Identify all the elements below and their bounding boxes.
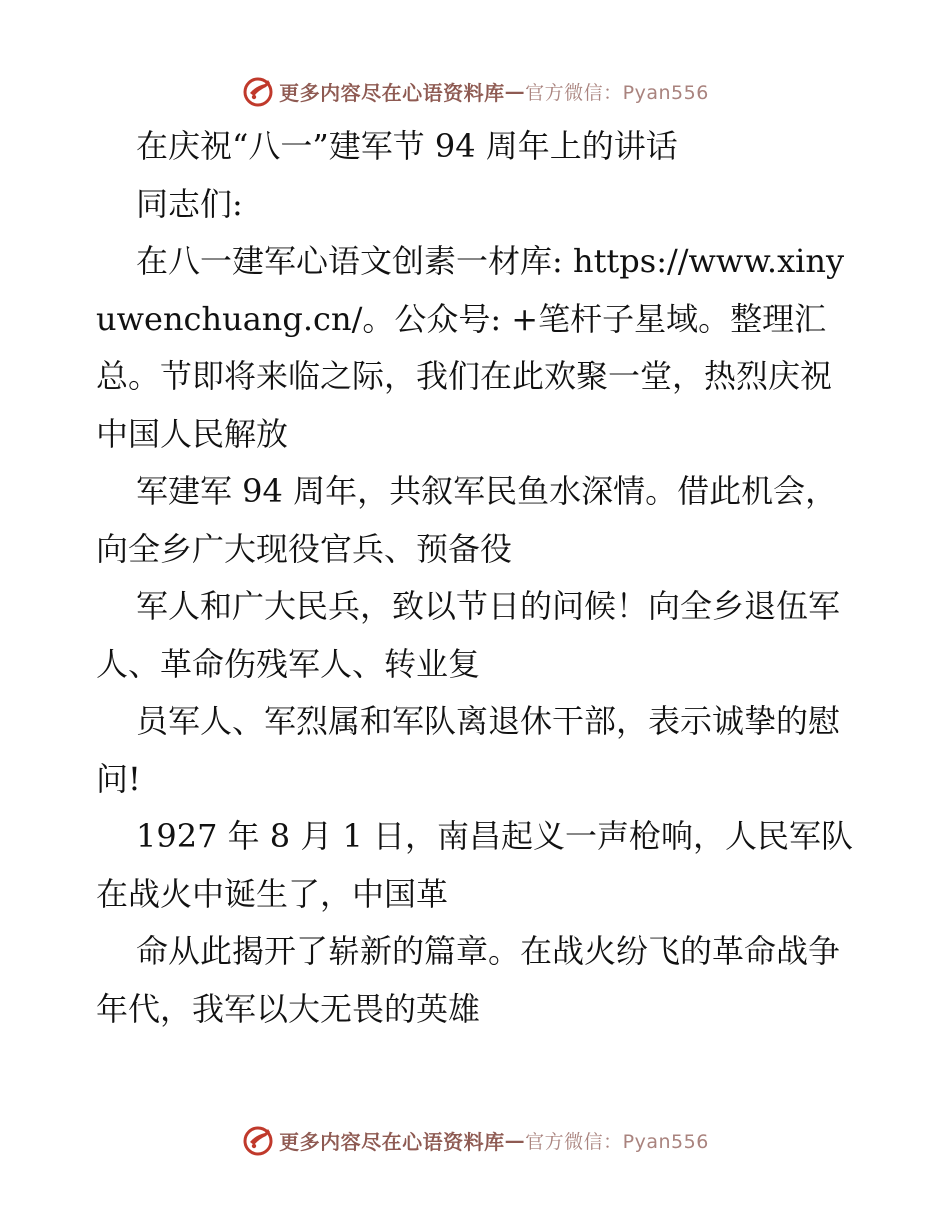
document-body <box>96 118 856 1038</box>
paragraph: 1927 年 8 月 1 日，南昌起义一声枪响，人民军队在战火中诞生了，中国革 <box>96 817 854 913</box>
brand-logo-icon <box>241 74 275 108</box>
footer-watermark-wechat: 官方微信：Pyan556 <box>525 1130 709 1153</box>
paragraph: 员军人、军烈属和军队离退休干部，表示诚挚的慰问! <box>96 702 841 798</box>
footer-watermark-text: 更多内容尽在心语资料库 <box>279 1129 505 1154</box>
footer-watermark-dash: — <box>504 1128 526 1152</box>
paragraph: 军建军 94 周年，共叙军民鱼水深情。借此机会，向全乡广大现役官兵、预备役 <box>96 472 838 568</box>
paragraph: 命从此揭开了崭新的篇章。在战火纷飞的革命战争年代，我军以大无畏的英雄 <box>96 932 841 1028</box>
document-title: 在庆祝“八一”建军节 94 周年上的讲话 <box>136 127 678 165</box>
header-watermark-dash: — <box>504 79 526 103</box>
header-watermark <box>0 71 950 111</box>
footer-watermark <box>0 1120 950 1160</box>
paragraph: 在八一建军心语文创素一材库: https://www.xinyuwenchuang.cn/。公众号: +笔杆子星域。整理汇总。节即将来临之际，我们在此欢聚一堂，热烈庆祝中国人民解放 <box>96 242 845 453</box>
header-watermark-text: 更多内容尽在心语资料库 <box>279 80 505 105</box>
salutation: 同志们: <box>136 184 243 223</box>
paragraph: 军人和广大民兵，致以节日的问候！向全乡退伍军人、革命伤残军人、转业复 <box>96 587 841 683</box>
header-watermark-wechat: 官方微信：Pyan556 <box>525 81 709 104</box>
brand-logo-icon <box>241 1123 275 1157</box>
